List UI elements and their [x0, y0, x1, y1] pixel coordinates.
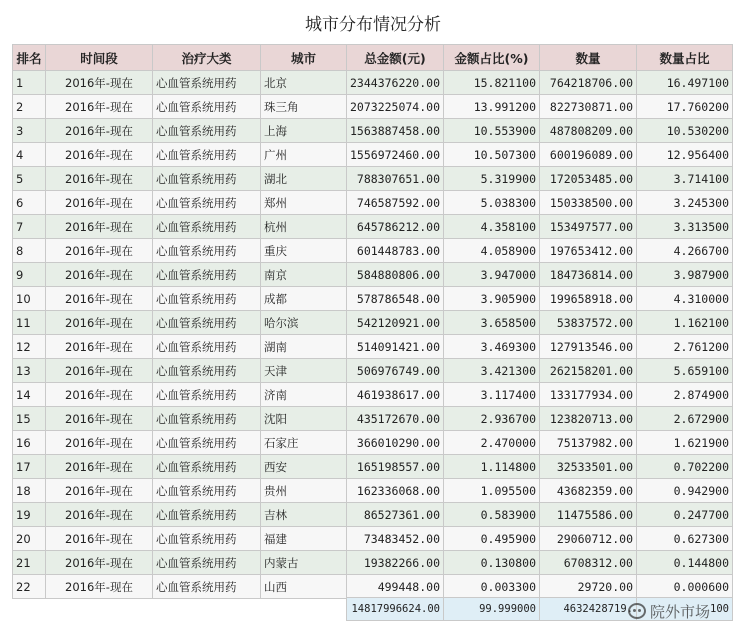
cell-rank: 17	[13, 455, 46, 479]
cell-quantity: 184736814.00	[540, 263, 637, 287]
cell-rank: 13	[13, 359, 46, 383]
cell-rank: 6	[13, 191, 46, 215]
header-amount[interactable]: 总金额(元)	[347, 45, 444, 71]
cell-city: 珠三角	[261, 95, 347, 119]
cell-rank: 20	[13, 527, 46, 551]
cell-rank: 22	[13, 575, 46, 599]
cell-amount-share: 3.117400	[444, 383, 540, 407]
cell-city: 天津	[261, 359, 347, 383]
cell-amount-share: 0.130800	[444, 551, 540, 575]
cell-quantity: 32533501.00	[540, 455, 637, 479]
cell-quantity: 199658918.00	[540, 287, 637, 311]
table-row[interactable]	[13, 527, 733, 551]
cell-rank: 7	[13, 215, 46, 239]
cell-amount-share: 1.114800	[444, 455, 540, 479]
cell-amount-share: 3.421300	[444, 359, 540, 383]
cell-rank: 21	[13, 551, 46, 575]
cell-city: 重庆	[261, 239, 347, 263]
table-row[interactable]	[13, 143, 733, 167]
cell-period: 2016年-现在	[46, 119, 153, 143]
table-row[interactable]	[13, 215, 733, 239]
table-row[interactable]	[13, 311, 733, 335]
cell-quantity-share: 10.530200	[637, 119, 733, 143]
cell-amount-share: 5.319900	[444, 167, 540, 191]
cell-quantity: 127913546.00	[540, 335, 637, 359]
cell-rank: 2	[13, 95, 46, 119]
page-title: 城市分布情况分析	[305, 15, 441, 35]
cell-quantity: 197653412.00	[540, 239, 637, 263]
table-row[interactable]	[13, 287, 733, 311]
cell-period: 2016年-现在	[46, 239, 153, 263]
cell-amount: 788307651.00	[347, 167, 444, 191]
cell-quantity: 123820713.00	[540, 407, 637, 431]
cell-category: 心血管系统用药	[153, 263, 261, 287]
cell-quantity: 29060712.00	[540, 527, 637, 551]
table-row[interactable]	[13, 119, 733, 143]
table-row[interactable]	[13, 263, 733, 287]
cell-quantity-share: 3.245300	[637, 191, 733, 215]
cell-city: 福建	[261, 527, 347, 551]
cell-quantity-share: 2.874900	[637, 383, 733, 407]
cell-category: 心血管系统用药	[153, 431, 261, 455]
cell-amount: 499448.00	[347, 575, 444, 599]
cell-quantity-share: 1.621900	[637, 431, 733, 455]
cell-category: 心血管系统用药	[153, 383, 261, 407]
cell-period: 2016年-现在	[46, 95, 153, 119]
cell-quantity-share: 1.162100	[637, 311, 733, 335]
cell-period: 2016年-现在	[46, 335, 153, 359]
cell-quantity: 43682359.00	[540, 479, 637, 503]
cell-category: 心血管系统用药	[153, 575, 261, 599]
cell-amount-share: 10.507300	[444, 143, 540, 167]
cell-amount: 2073225074.00	[347, 95, 444, 119]
cell-category: 心血管系统用药	[153, 239, 261, 263]
cell-period: 2016年-现在	[46, 407, 153, 431]
table-row[interactable]	[13, 95, 733, 119]
cell-quantity-share: 16.497100	[637, 71, 733, 95]
cell-period: 2016年-现在	[46, 71, 153, 95]
cell-period: 2016年-现在	[46, 143, 153, 167]
cell-city: 湖北	[261, 167, 347, 191]
cell-quantity-share: 0.000600	[637, 575, 733, 599]
cell-quantity: 53837572.00	[540, 311, 637, 335]
total-amount: 14817996624.00	[347, 598, 444, 621]
cell-category: 心血管系统用药	[153, 479, 261, 503]
cell-period: 2016年-现在	[46, 431, 153, 455]
cell-quantity: 822730871.00	[540, 95, 637, 119]
cell-category: 心血管系统用药	[153, 71, 261, 95]
cell-amount-share: 15.821100	[444, 71, 540, 95]
cell-city: 广州	[261, 143, 347, 167]
cell-quantity: 6708312.00	[540, 551, 637, 575]
cell-quantity-share: 4.310000	[637, 287, 733, 311]
cell-amount: 73483452.00	[347, 527, 444, 551]
cell-amount-share: 3.947000	[444, 263, 540, 287]
cell-category: 心血管系统用药	[153, 527, 261, 551]
cell-amount: 506976749.00	[347, 359, 444, 383]
cell-period: 2016年-现在	[46, 215, 153, 239]
total-quantity: 4632428719.	[540, 598, 637, 621]
total-amount-share: 99.999000	[444, 598, 540, 621]
cell-period: 2016年-现在	[46, 191, 153, 215]
table-body	[13, 71, 733, 599]
table-row[interactable]	[13, 191, 733, 215]
cell-amount-share: 2.936700	[444, 407, 540, 431]
cell-amount: 514091421.00	[347, 335, 444, 359]
cell-category: 心血管系统用药	[153, 359, 261, 383]
table-row[interactable]	[13, 239, 733, 263]
cell-rank: 4	[13, 143, 46, 167]
table-row[interactable]	[13, 407, 733, 431]
city-distribution-table	[12, 44, 733, 599]
table-row[interactable]	[13, 383, 733, 407]
cell-amount-share: 4.058900	[444, 239, 540, 263]
cell-category: 心血管系统用药	[153, 95, 261, 119]
cell-rank: 19	[13, 503, 46, 527]
cell-amount: 165198557.00	[347, 455, 444, 479]
cell-amount-share: 3.469300	[444, 335, 540, 359]
cell-quantity-share: 3.313500	[637, 215, 733, 239]
cell-city: 哈尔滨	[261, 311, 347, 335]
cell-amount: 584880806.00	[347, 263, 444, 287]
header-rank[interactable]: 排名	[13, 45, 46, 71]
cell-amount: 746587592.00	[347, 191, 444, 215]
cell-period: 2016年-现在	[46, 575, 153, 599]
cell-category: 心血管系统用药	[153, 503, 261, 527]
cell-category: 心血管系统用药	[153, 287, 261, 311]
cell-period: 2016年-现在	[46, 311, 153, 335]
cell-quantity-share: 0.702200	[637, 455, 733, 479]
table-row[interactable]	[13, 575, 733, 599]
cell-period: 2016年-现在	[46, 479, 153, 503]
cell-amount: 1563887458.00	[347, 119, 444, 143]
cell-rank: 5	[13, 167, 46, 191]
cell-period: 2016年-现在	[46, 527, 153, 551]
cell-city: 石家庄	[261, 431, 347, 455]
table-row[interactable]	[13, 167, 733, 191]
table-row[interactable]	[13, 335, 733, 359]
cell-rank: 11	[13, 311, 46, 335]
cell-category: 心血管系统用药	[153, 455, 261, 479]
cell-quantity-share: 4.266700	[637, 239, 733, 263]
watermark-text: 院外市场	[650, 602, 711, 621]
header-period[interactable]: 时间段	[46, 45, 153, 71]
cell-quantity-share: 3.714100	[637, 167, 733, 191]
cell-amount: 578786548.00	[347, 287, 444, 311]
cell-quantity-share: 12.956400	[637, 143, 733, 167]
cell-city: 湖南	[261, 335, 347, 359]
table-header	[13, 45, 733, 71]
cell-amount: 19382266.00	[347, 551, 444, 575]
cell-period: 2016年-现在	[46, 359, 153, 383]
cell-amount-share: 3.658500	[444, 311, 540, 335]
cell-quantity: 29720.00	[540, 575, 637, 599]
cell-period: 2016年-现在	[46, 287, 153, 311]
table-row[interactable]	[13, 71, 733, 95]
cell-quantity-share: 3.987900	[637, 263, 733, 287]
cell-city: 南京	[261, 263, 347, 287]
cell-amount: 2344376220.00	[347, 71, 444, 95]
cell-category: 心血管系统用药	[153, 119, 261, 143]
cell-amount: 162336068.00	[347, 479, 444, 503]
cell-amount-share: 1.095500	[444, 479, 540, 503]
cell-quantity: 153497577.00	[540, 215, 637, 239]
cell-category: 心血管系统用药	[153, 191, 261, 215]
cell-category: 心血管系统用药	[153, 551, 261, 575]
cell-city: 吉林	[261, 503, 347, 527]
table-row[interactable]	[13, 503, 733, 527]
cell-period: 2016年-现在	[46, 455, 153, 479]
cell-amount: 435172670.00	[347, 407, 444, 431]
cell-category: 心血管系统用药	[153, 167, 261, 191]
cell-amount-share: 10.553900	[444, 119, 540, 143]
cell-quantity-share: 2.672900	[637, 407, 733, 431]
cell-quantity: 600196089.00	[540, 143, 637, 167]
cell-amount-share: 0.003300	[444, 575, 540, 599]
cell-city: 济南	[261, 383, 347, 407]
cell-amount: 601448783.00	[347, 239, 444, 263]
cell-amount: 86527361.00	[347, 503, 444, 527]
cell-amount: 542120921.00	[347, 311, 444, 335]
cell-amount-share: 0.495900	[444, 527, 540, 551]
cell-quantity: 172053485.00	[540, 167, 637, 191]
cell-amount-share: 4.358100	[444, 215, 540, 239]
cell-city: 山西	[261, 575, 347, 599]
cell-quantity-share: 5.659100	[637, 359, 733, 383]
cell-city: 沈阳	[261, 407, 347, 431]
cell-quantity-share: 0.942900	[637, 479, 733, 503]
cell-quantity-share: 0.627300	[637, 527, 733, 551]
cell-amount: 1556972460.00	[347, 143, 444, 167]
table-row[interactable]	[13, 455, 733, 479]
total-quantity-share: 100	[637, 598, 733, 621]
cell-amount-share: 5.038300	[444, 191, 540, 215]
cell-category: 心血管系统用药	[153, 407, 261, 431]
cell-rank: 16	[13, 431, 46, 455]
cell-rank: 9	[13, 263, 46, 287]
cell-rank: 15	[13, 407, 46, 431]
table-row[interactable]	[13, 359, 733, 383]
cell-quantity: 11475586.00	[540, 503, 637, 527]
header-quantity-share[interactable]: 数量占比	[637, 45, 733, 71]
cell-category: 心血管系统用药	[153, 215, 261, 239]
cell-rank: 1	[13, 71, 46, 95]
cell-rank: 14	[13, 383, 46, 407]
cell-quantity: 133177934.00	[540, 383, 637, 407]
cell-amount: 366010290.00	[347, 431, 444, 455]
cell-amount: 645786212.00	[347, 215, 444, 239]
cell-category: 心血管系统用药	[153, 143, 261, 167]
header-amount-share[interactable]: 金额占比(%)	[444, 45, 540, 71]
cell-quantity-share: 2.761200	[637, 335, 733, 359]
cell-amount-share: 2.470000	[444, 431, 540, 455]
cell-period: 2016年-现在	[46, 383, 153, 407]
header-category[interactable]: 治疗大类	[153, 45, 261, 71]
cell-city: 北京	[261, 71, 347, 95]
cell-city: 上海	[261, 119, 347, 143]
cell-city: 郑州	[261, 191, 347, 215]
cell-city: 成都	[261, 287, 347, 311]
header-quantity[interactable]: 数量	[540, 45, 637, 71]
cell-quantity-share: 0.247700	[637, 503, 733, 527]
cell-amount-share: 3.905900	[444, 287, 540, 311]
cell-quantity: 75137982.00	[540, 431, 637, 455]
table-row[interactable]	[13, 479, 733, 503]
watermark	[628, 600, 710, 622]
cell-quantity: 487808209.00	[540, 119, 637, 143]
table-row[interactable]	[13, 551, 733, 575]
cell-quantity: 262158201.00	[540, 359, 637, 383]
cell-amount-share: 0.583900	[444, 503, 540, 527]
cell-amount: 461938617.00	[347, 383, 444, 407]
cell-quantity: 150338500.00	[540, 191, 637, 215]
cell-category: 心血管系统用药	[153, 311, 261, 335]
cell-period: 2016年-现在	[46, 551, 153, 575]
cell-rank: 3	[13, 119, 46, 143]
cell-city: 西安	[261, 455, 347, 479]
cell-period: 2016年-现在	[46, 167, 153, 191]
cell-city: 内蒙古	[261, 551, 347, 575]
cell-quantity-share: 17.760200	[637, 95, 733, 119]
wechat-icon	[628, 603, 646, 619]
cell-period: 2016年-现在	[46, 263, 153, 287]
cell-amount-share: 13.991200	[444, 95, 540, 119]
cell-rank: 12	[13, 335, 46, 359]
cell-city: 杭州	[261, 215, 347, 239]
table-row[interactable]	[13, 431, 733, 455]
cell-category: 心血管系统用药	[153, 335, 261, 359]
cell-quantity: 764218706.00	[540, 71, 637, 95]
cell-period: 2016年-现在	[46, 503, 153, 527]
cell-rank: 8	[13, 239, 46, 263]
cell-rank: 18	[13, 479, 46, 503]
cell-city: 贵州	[261, 479, 347, 503]
cell-rank: 10	[13, 287, 46, 311]
cell-quantity-share: 0.144800	[637, 551, 733, 575]
header-city[interactable]: 城市	[261, 45, 347, 71]
